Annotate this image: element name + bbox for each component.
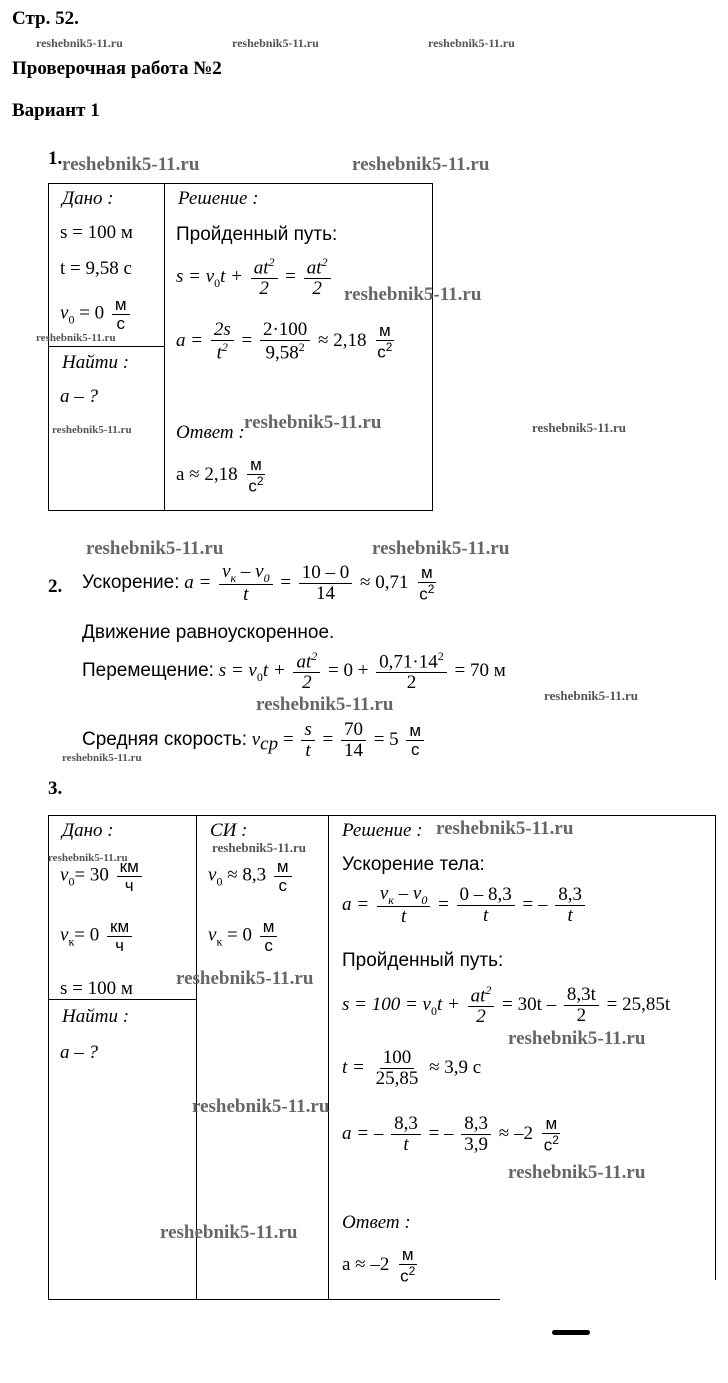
task1-s: s = 100 м [60, 222, 133, 243]
page-mark [552, 1330, 590, 1335]
table3-divider-2 [328, 815, 329, 1300]
task2-avg-speed: Средняя скорость: $v_{ср}$ = $\frac{s}{t}$ = $\frac{70}{14}$ = 5 $\frac{м}{с}$ [82, 720, 427, 761]
task1-find: а – ? [60, 386, 98, 407]
watermark: reshebnik5-11.ru [212, 840, 307, 855]
task3-number: 3. [48, 778, 63, 799]
watermark: reshebnik5-11.ru [232, 36, 319, 50]
table1-border-bottom [48, 510, 433, 511]
task3-accel-label: Ускорение тела: [342, 854, 485, 875]
task1-dano: Дано : [62, 188, 114, 209]
watermark: reshebnik5-11.ru [508, 1162, 646, 1183]
task3-dano: Дано : [62, 820, 114, 841]
task1-answer: a ≈ 2,18 $\frac{м}{с^2}$ [176, 455, 264, 496]
table1-border-right [432, 183, 433, 511]
watermark: reshebnik5-11.ru [436, 818, 574, 839]
table1-divider-h [48, 346, 165, 347]
task2-number: 2. [48, 576, 63, 597]
task3-find: а – ? [60, 1042, 98, 1063]
task3-vk: $v_к= 0$ $\frac{км}{ч}$ [60, 918, 135, 955]
watermark: reshebnik5-11.ru [48, 852, 128, 864]
task1-najti: Найти : [62, 352, 130, 373]
task1-reshenie: Решение : [178, 188, 259, 209]
table3-border-top [48, 815, 716, 816]
watermark: reshebnik5-11.ru [244, 412, 382, 433]
task3-najti: Найти : [62, 1006, 130, 1027]
task3-otvet: Ответ : [342, 1212, 411, 1233]
task3-si: СИ : [210, 820, 248, 841]
task1-formula1: $s = v_0t$ + $\frac{at^2}{2}$ = $\frac{at^2}{2}$ [176, 256, 334, 299]
watermark: reshebnik5-11.ru [52, 424, 132, 436]
table1-border-left [48, 183, 49, 511]
task3-si-vk: $v_к = 0$ $\frac{м}{с}$ [208, 918, 280, 955]
watermark: reshebnik5-11.ru [36, 332, 116, 344]
task1-otvet: Ответ : [176, 422, 245, 443]
task2-accel: Ускорение: a = $\frac{v_к - v_0}{t}$ = $\frac{10 - 0}{14}$ ≈ 0,71 $\frac{м}{с^2}$ [82, 561, 435, 606]
watermark: reshebnik5-11.ru [352, 154, 490, 175]
watermark: reshebnik5-11.ru [508, 1028, 646, 1049]
task2-motion: Движение равноускоренное. [82, 622, 335, 643]
task1-t: t = 9,58 с [60, 258, 132, 279]
watermark: reshebnik5-11.ru [544, 688, 639, 703]
table1-border-top [48, 183, 433, 184]
page-title: Проверочная работа №2 [12, 58, 222, 79]
task3-accel-formula: a = $\frac{v_к - v_0}{t}$ = $\frac{0 - 8,3}{t}$ = – $\frac{8,3}{t}$ [342, 884, 588, 927]
watermark: reshebnik5-11.ru [192, 1096, 330, 1117]
task1-formula2: a = $\frac{2s}{t^2}$ = $\frac{2\cdot 100}{9,58^2}$ ≈ 2,18 $\frac{м}{с^2}$ [176, 319, 393, 364]
table3-border-left [48, 815, 49, 1300]
watermark: reshebnik5-11.ru [62, 154, 200, 175]
table3-border-bottom [48, 1299, 500, 1300]
watermark: reshebnik5-11.ru [160, 1222, 298, 1243]
task3-path-label: Пройденный путь: [342, 950, 504, 971]
watermark: reshebnik5-11.ru [36, 36, 123, 50]
table3-border-right [715, 815, 716, 1280]
watermark: reshebnik5-11.ru [176, 968, 314, 989]
task3-accel-result: a = – $\frac{8,3}{t}$ = – $\frac{8,3}{3,9}$ ≈ –2 $\frac{м}{с^2}$ [342, 1113, 559, 1155]
task1-v0: $v_0 = 0$ $\frac{м}{с}$ [60, 296, 133, 333]
task3-time-formula: t = $\frac{100}{25,85}$ ≈ 3,9 с [342, 1047, 482, 1089]
task3-si-v0: $v_0 \approx 8,3$ $\frac{м}{с}$ [208, 858, 295, 895]
page-ref: Стр. 52. [12, 8, 79, 29]
task3-reshenie: Решение : [342, 820, 423, 841]
watermark: reshebnik5-11.ru [532, 420, 627, 435]
task2-displacement: Перемещение: $s = v_0t$ + $\frac{at^2}{2}$ = 0 + $\frac{0,71\cdot 14^2}{2}$ = 70 м [82, 649, 506, 694]
watermark: reshebnik5-11.ru [256, 694, 394, 715]
table1-divider [164, 183, 165, 511]
task1-path-label: Пройденный путь: [176, 224, 338, 245]
task3-v0: $v_0= 30$ $\frac{км}{ч}$ [60, 858, 145, 895]
task3-s: s = 100 м [60, 978, 133, 999]
task3-path-formula: $s = 100 = v_0t$ + $\frac{at^2}{2}$ = 30t – $\frac{8,3t}{2}$ = 25,85t [342, 983, 671, 1028]
watermark: reshebnik5-11.ru [428, 36, 515, 50]
task1-number: 1. [48, 148, 63, 169]
task3-answer: a ≈ –2 $\frac{м}{с^2}$ [342, 1245, 416, 1286]
watermark: reshebnik5-11.ru [344, 284, 482, 305]
watermark: reshebnik5-11.ru [86, 538, 224, 559]
watermark: reshebnik5-11.ru [372, 538, 510, 559]
variant-heading: Вариант 1 [12, 100, 100, 121]
watermark: reshebnik5-11.ru [62, 752, 142, 764]
